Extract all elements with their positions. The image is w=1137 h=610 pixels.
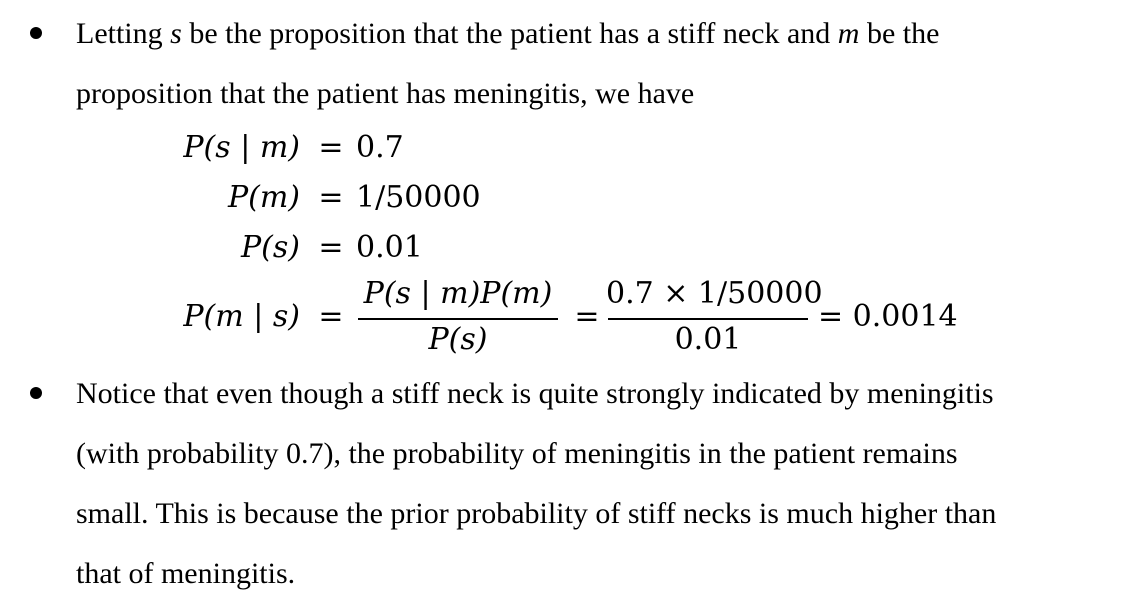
eq-row2-equals: = (318, 180, 344, 215)
var-m: m (837, 17, 860, 50)
eq-row3-lhs: P(s) (241, 230, 300, 265)
eq-row3-rhs: 0.01 (356, 230, 423, 265)
bullet2-line4: that of meningitis. (76, 557, 296, 590)
eq-row1-rhs: 0.7 (356, 130, 404, 165)
eq-row2-lhs: P(m) (227, 180, 300, 215)
frac2-denominator: 0.01 (674, 322, 742, 357)
bullet2-line1: Notice that even though a stiff neck is quite strongly indicated by meningitis (76, 377, 994, 410)
var-s: s (170, 17, 182, 50)
eq-row4-equals: = (318, 299, 344, 334)
eq-row4-result: = 0.0014 (818, 299, 958, 334)
bullet1-line2: proposition that the patient has meningitis, we have (76, 77, 695, 110)
bullet-dot-1 (30, 27, 42, 39)
bullet1-text-a: Letting (76, 17, 171, 50)
bullet1-line1 (76, 14, 939, 54)
eq-row4-equals-2: = (574, 299, 600, 334)
bullet2-line2: (with probability 0.7), the probability of meningitis in the patient remains (76, 437, 958, 470)
bullet1-text-b: be the proposition that the patient has a stiff neck and (181, 17, 838, 50)
bullet1-text-c: be the (859, 17, 940, 50)
eq-row2-rhs: 1/50000 (356, 180, 481, 215)
bullet2-line3: small. This is because the prior probability of stiff necks is much higher than (76, 497, 997, 530)
bullet-dot-2 (30, 387, 42, 399)
eq-row4-lhs: P(m | s) (183, 299, 300, 334)
eq-row1-equals: = (318, 130, 344, 165)
frac2-numerator: 0.7 × 1/50000 (606, 276, 823, 311)
frac1-denominator: P(s) (428, 322, 488, 357)
frac1-numerator: P(s | m)P(m) (363, 276, 553, 311)
eq-row1-lhs: P(s | m) (183, 130, 300, 165)
eq-row3-equals: = (318, 230, 344, 265)
